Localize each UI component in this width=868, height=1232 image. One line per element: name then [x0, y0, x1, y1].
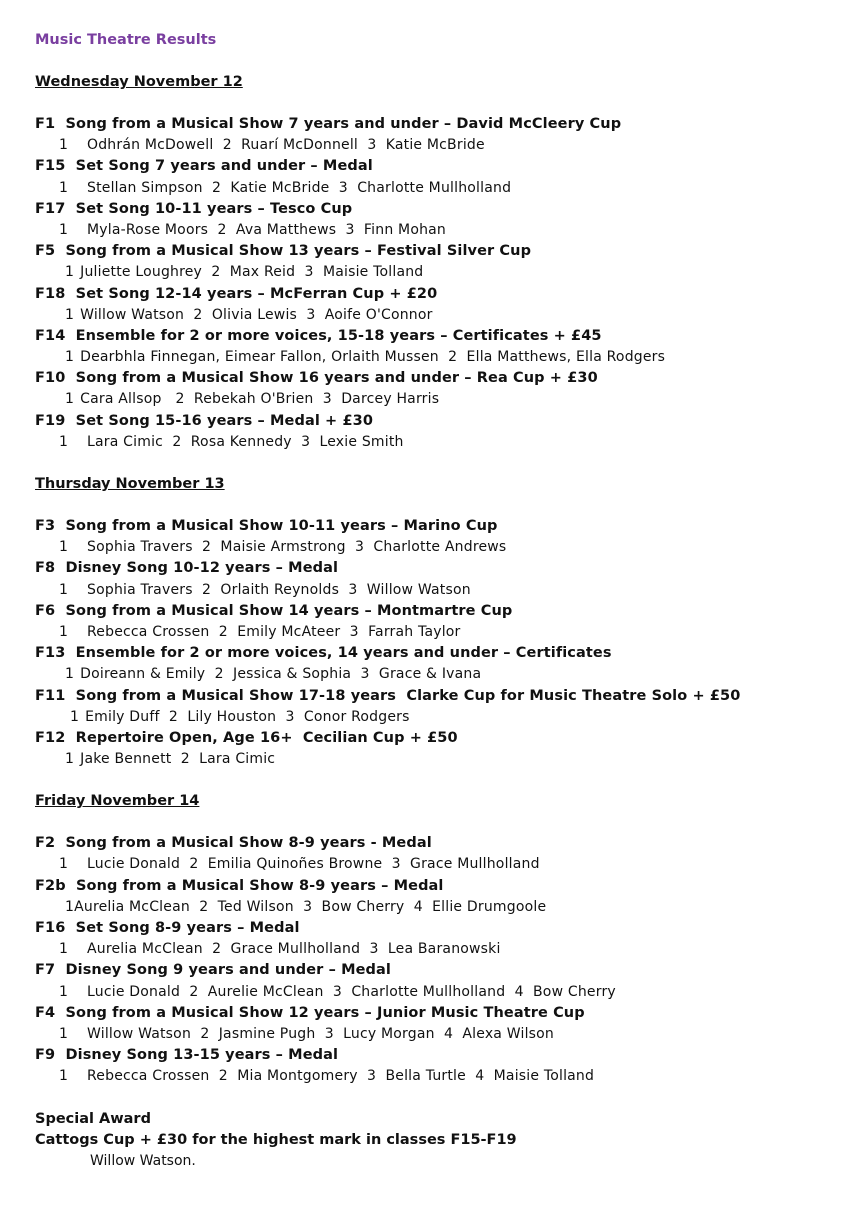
class-title: F10 Song from a Musical Show 16 years and under – Rea Cup + £30	[35, 370, 598, 387]
placing-names: Cara Allsop 2 Rebekah O'Brien 3 Darcey Harris	[80, 391, 440, 408]
class-title: F19 Set Song 15-16 years – Medal + £30	[35, 412, 374, 429]
placing-names: Dearbhla Finnegan, Eimear Fallon, Orlaith Mussen 2 Ella Matthews, Ella Rodgers	[80, 349, 666, 366]
class-results	[35, 537, 848, 558]
placing-number: 1	[59, 856, 69, 873]
placing-number: 1	[65, 264, 75, 281]
placing-names: Lara Cimic 2 Rosa Kennedy 3 Lexie Smith	[87, 433, 404, 450]
spacer	[35, 770, 848, 791]
placing-names: Aurelia McClean 2 Grace Mullholland 3 Lea Baranowski	[87, 941, 501, 958]
class-results	[35, 707, 848, 728]
placing-names: Sophia Travers 2 Maisie Armstrong 3 Charlotte Andrews	[87, 539, 507, 556]
placing-number: 1	[65, 751, 75, 768]
class-title: F2b Song from a Musical Show 8-9 years – Medal	[35, 877, 444, 894]
placing-names: Willow Watson 2 Jasmine Pugh 3 Lucy Morgan 4 Alexa Wilson	[87, 1025, 554, 1042]
spacer	[35, 93, 848, 114]
special-award-description: Cattogs Cup + £30 for the highest mark in classes F15-F19	[35, 1131, 517, 1148]
placing-names: Odhrán McDowell 2 Ruarí McDonnell 3 Katie McBride	[87, 137, 485, 154]
class-results	[35, 1066, 848, 1087]
class-title: F6 Song from a Musical Show 14 years – Montmartre Cup	[35, 602, 513, 619]
placing-names: Jake Bennett 2 Lara Cimic	[80, 751, 276, 768]
class-title: F13 Ensemble for 2 or more voices, 14 years and under – Certificates	[35, 645, 612, 662]
class-results	[35, 347, 848, 368]
placing-number: 1	[59, 581, 69, 598]
placing-number: 1	[59, 983, 69, 1000]
class-results	[35, 1024, 848, 1045]
class-title: F2 Song from a Musical Show 8-9 years - Medal	[35, 835, 432, 852]
class-title: F1 Song from a Musical Show 7 years and under – David McCleery Cup	[35, 116, 622, 132]
class-title: F12 Repertoire Open, Age 16+ Cecilian Cup + £50	[35, 729, 458, 746]
placing-number: 1	[59, 1025, 69, 1042]
placing-number: 1	[65, 391, 75, 408]
class-results	[35, 432, 848, 453]
placing-number: 1	[65, 898, 75, 915]
special-award-heading: Special Award	[35, 1110, 151, 1127]
document-title: Music Theatre Results	[35, 32, 217, 48]
spacer	[35, 1088, 848, 1109]
class-results	[35, 897, 848, 918]
placing-names: Rebecca Crossen 2 Emily McAteer 3 Farrah Taylor	[87, 623, 461, 640]
placing-number: 1	[59, 539, 69, 556]
spacer	[35, 453, 848, 474]
placing-names: Stellan Simpson 2 Katie McBride 3 Charlotte Mullholland	[87, 179, 512, 196]
spacer	[35, 51, 848, 72]
class-title: F16 Set Song 8-9 years – Medal	[35, 920, 300, 936]
class-results	[35, 622, 848, 643]
placing-names: Myla-Rose Moors 2 Ava Matthews 3 Finn Mohan	[87, 221, 447, 238]
class-title: F3 Song from a Musical Show 10-11 years – Marino Cup	[35, 518, 498, 534]
class-results	[35, 262, 848, 283]
class-results	[35, 749, 848, 770]
class-title: F11 Song from a Musical Show 17-18 years Clarke Cup for Music Theatre Solo + £50	[35, 687, 741, 704]
class-results	[35, 939, 848, 960]
class-title: F17 Set Song 10-11 years – Tesco Cup	[35, 200, 353, 217]
class-title: F18 Set Song 12-14 years – McFerran Cup + £20	[35, 285, 438, 302]
day-heading: Thursday November 13	[35, 476, 225, 492]
class-title: F8 Disney Song 10-12 years – Medal	[35, 560, 339, 577]
class-results	[35, 389, 848, 410]
day-heading: Friday November 14	[35, 793, 200, 810]
placing-number: 1	[59, 179, 69, 196]
class-results	[35, 982, 848, 1003]
results-document	[35, 30, 848, 1172]
placing-names: Lucie Donald 2 Aurelie McClean 3 Charlotte Mullholland 4 Bow Cherry	[87, 983, 616, 1000]
day-heading: Wednesday November 12	[35, 74, 243, 90]
placing-names: Doireann & Emily 2 Jessica & Sophia 3 Grace & Ivana	[80, 666, 482, 683]
placing-number: 1	[59, 221, 69, 238]
placing-names: Lucie Donald 2 Emilia Quinoñes Browne 3 Grace Mullholland	[87, 856, 540, 873]
placing-number: 1	[59, 1068, 69, 1085]
placing-number: 1	[65, 349, 75, 366]
placing-names: Juliette Loughrey 2 Max Reid 3 Maisie Tolland	[80, 264, 424, 281]
placing-number: 1	[59, 137, 69, 154]
spacer	[35, 495, 848, 516]
placing-names: Rebecca Crossen 2 Mia Montgomery 3 Bella Turtle 4 Maisie Tolland	[87, 1068, 595, 1085]
placing-names: Aurelia McClean 2 Ted Wilson 3 Bow Cherry 4 Ellie Drumgoole	[74, 898, 547, 915]
class-title: F7 Disney Song 9 years and under – Medal	[35, 962, 391, 979]
class-title: F4 Song from a Musical Show 12 years – Junior Music Theatre Cup	[35, 1004, 585, 1021]
special-award-section	[35, 1109, 848, 1173]
placing-number: 1	[70, 708, 80, 725]
class-results	[35, 580, 848, 601]
class-results	[35, 135, 848, 156]
placing-names: Sophia Travers 2 Orlaith Reynolds 3 Willow Watson	[87, 581, 471, 598]
class-results	[35, 664, 848, 685]
spacer	[35, 812, 848, 833]
class-results	[35, 178, 848, 199]
class-results	[35, 305, 848, 326]
class-title: F9 Disney Song 13-15 years – Medal	[35, 1047, 339, 1064]
placing-number: 1	[59, 623, 69, 640]
placing-names: Emily Duff 2 Lily Houston 3 Conor Rodgers	[85, 708, 410, 725]
placing-number: 1	[59, 433, 69, 450]
placing-number: 1	[65, 666, 75, 683]
day-section-thursday	[35, 474, 848, 770]
day-section-friday	[35, 791, 848, 1087]
placing-names: Willow Watson 2 Olivia Lewis 3 Aoife O'Connor	[80, 306, 433, 323]
special-award-winner: Willow Watson.	[90, 1152, 196, 1169]
class-results	[35, 854, 848, 875]
class-title: F5 Song from a Musical Show 13 years – Festival Silver Cup	[35, 243, 532, 260]
class-title: F14 Ensemble for 2 or more voices, 15-18 years – Certificates + £45	[35, 327, 602, 344]
placing-number: 1	[65, 306, 75, 323]
class-results	[35, 220, 848, 241]
day-section-wednesday	[35, 72, 848, 453]
class-title: F15 Set Song 7 years and under – Medal	[35, 158, 373, 175]
placing-number: 1	[59, 941, 69, 958]
